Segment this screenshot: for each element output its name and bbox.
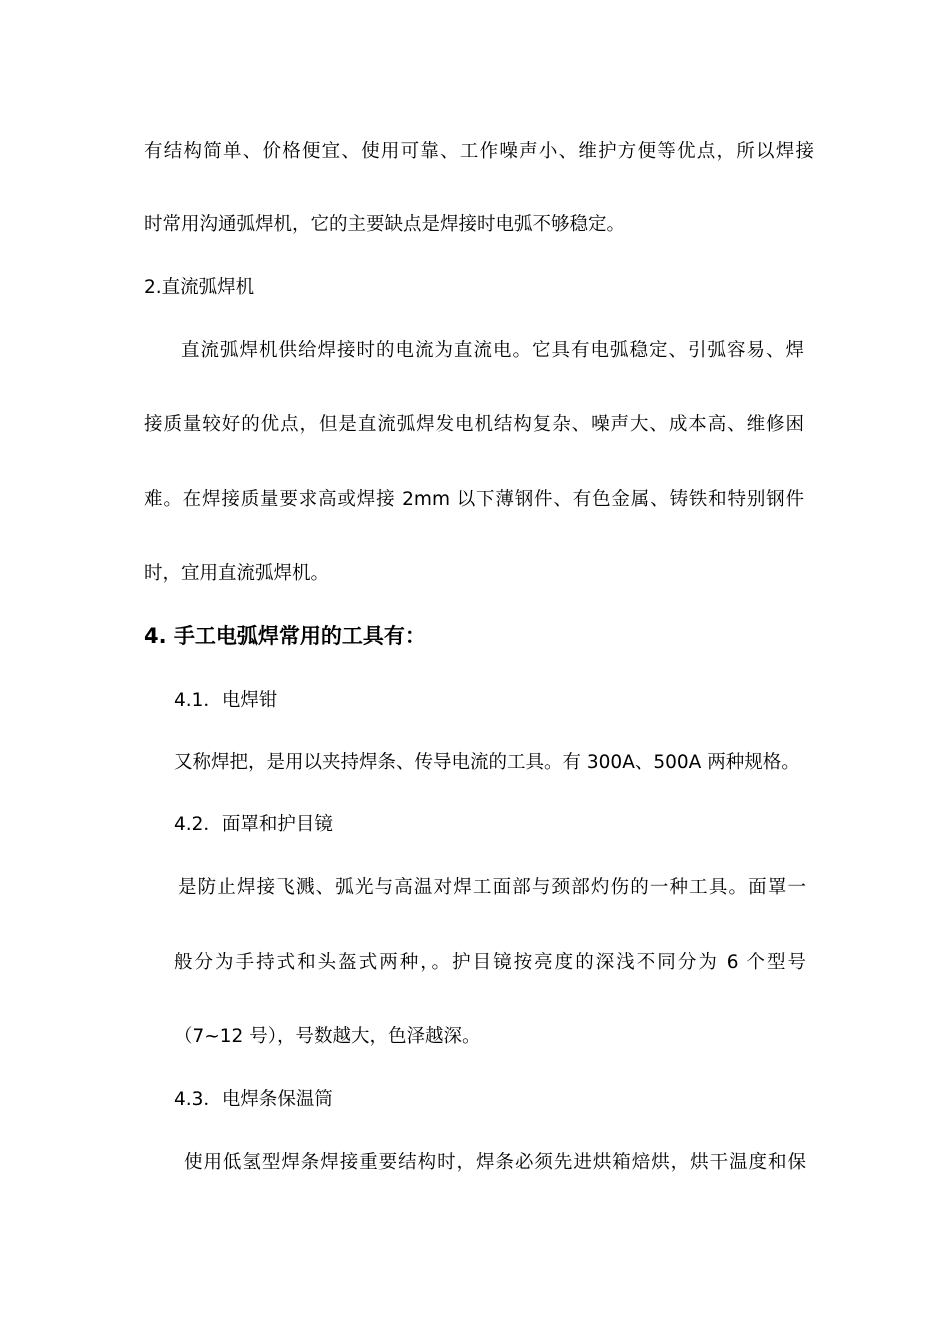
- subsection-title: 2.直流弧焊机: [144, 277, 255, 298]
- paragraph-line: 接质量较好的优点，但是直流弧焊发电机结构复杂、噪声大、成本高、维修困: [144, 414, 804, 435]
- paragraph-line: 使用低氢型焊条焊接重要结构时，焊条必须先进烘箱焙烘，烘干温度和保: [184, 1152, 806, 1173]
- paragraph-line: 时，宜用直流弧焊机。: [144, 563, 330, 584]
- paragraph-line: 时常用沟通弧焊机，它的主要缺点是焊接时电弧不够稳定。: [144, 214, 626, 235]
- subsection-title: 4.2．面罩和护目镜: [174, 814, 333, 835]
- subsection-title: 4.3．电焊条保温筒: [174, 1089, 333, 1110]
- paragraph-line: 有结构简单、价格便宜、使用可靠、工作噪声小、维护方便等优点，所以焊接: [144, 141, 814, 162]
- paragraph-line: 是防止焊接飞溅、弧光与高温对焊工面部与颈部灼伤的一种工具。面罩一: [178, 877, 806, 898]
- section-heading: 4. 手工电弧焊常用的工具有：: [144, 624, 426, 648]
- subsection-title: 4.1．电焊钳: [174, 690, 278, 711]
- paragraph-line: （7~12 号），号数越大，色泽越深。: [174, 1026, 481, 1047]
- paragraph-line: 又称焊把，是用以夹持焊条、传导电流的工具。有 300A、500A 两种规格。: [174, 752, 800, 773]
- paragraph-line: 般分为手持式和头盔式两种，。护目镜按亮度的深浅不同分为 6 个型号: [174, 952, 806, 973]
- paragraph-line: 直流弧焊机供给焊接时的电流为直流电。它具有电弧稳定、引弧容易、焊: [181, 340, 804, 361]
- paragraph-line: 难。在焊接质量要求高或焊接 2mm 以下薄钢件、有色金属、铸铁和特别钢件: [144, 489, 804, 510]
